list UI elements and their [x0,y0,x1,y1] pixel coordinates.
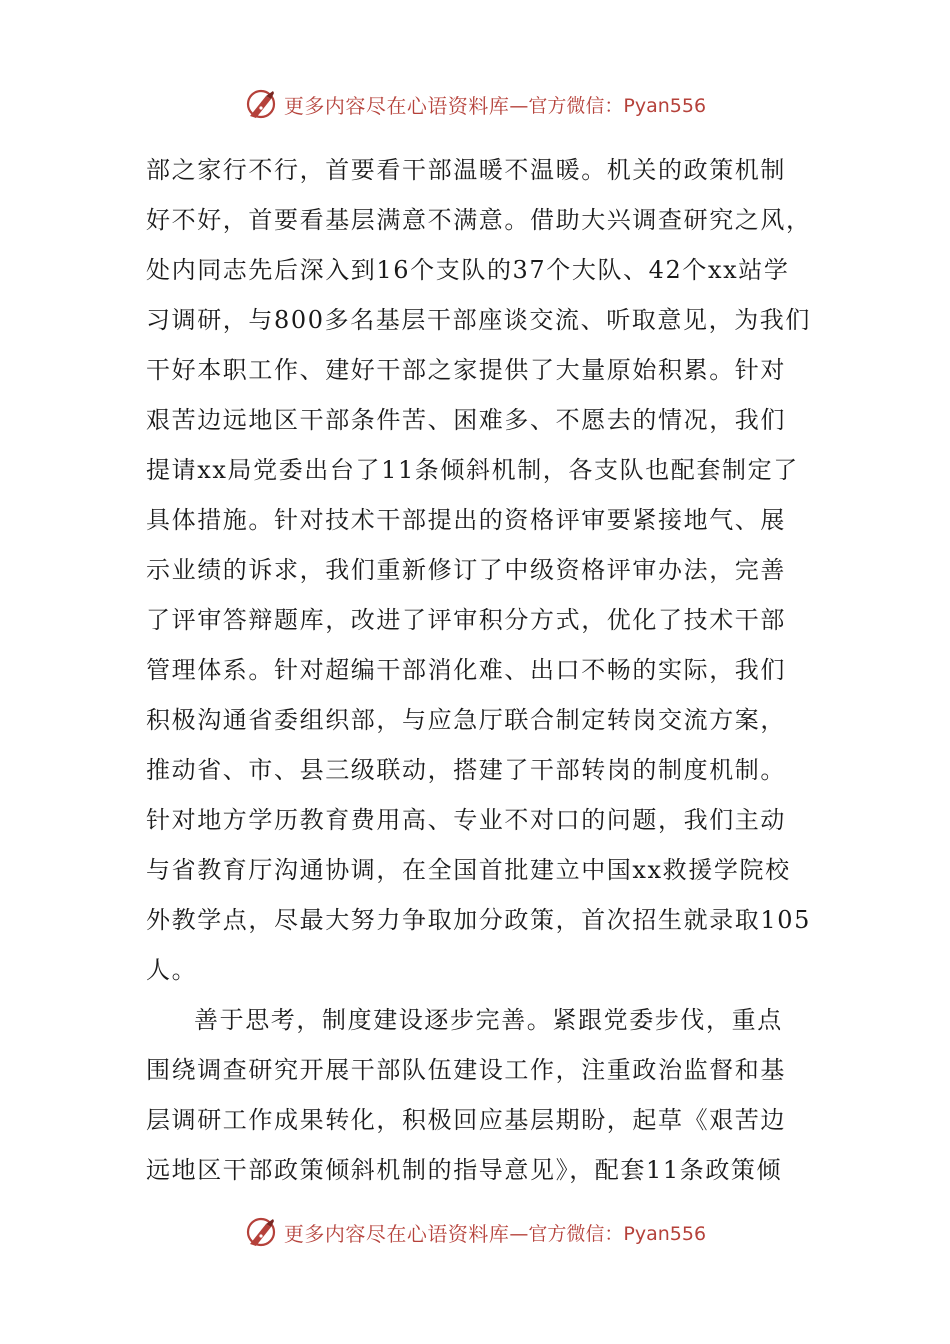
body-line: 针对地方学历教育费用高、专业不对口的问题，我们主动 [146,806,786,834]
body-line: 艰苦边远地区干部条件苦、困难多、不愿去的情况，我们 [146,406,786,434]
body-line: 推动省、市、县三级联动，搭建了干部转岗的制度机制。 [146,756,786,784]
footer-contact-text: —官方微信：Pyan556 [509,1222,707,1245]
paragraph-start-line: 善于思考，制度建设逐步完善。紧跟党委步伐，重点 [194,1006,783,1034]
header-banner [0,84,950,124]
body-line: 人。 [146,956,198,984]
body-line: 示业绩的诉求，我们重新修订了中级资格评审办法，完善 [146,556,786,584]
header-contact-text: —官方微信：Pyan556 [509,94,707,117]
pen-nib-logo-icon [244,1215,278,1249]
body-line: 远地区干部政策倾斜机制的指导意见》，配套11条政策倾 [146,1156,783,1184]
body-line: 外教学点，尽最大努力争取加分政策，首次招生就录取105 [146,906,812,934]
body-line: 提请xx局党委出台了11条倾斜机制，各支队也配套制定了 [146,456,799,484]
body-line: 具体措施。针对技术干部提出的资格评审要紧接地气、展 [146,506,786,534]
footer-brand-text: 更多内容尽在心语资料库 [283,1221,510,1246]
body-line: 处内同志先后深入到16个支队的37个大队、42个xx站学 [146,256,790,284]
document-body [146,145,812,1195]
footer-banner [0,1212,950,1252]
pen-nib-logo-icon [244,87,278,121]
body-line: 好不好，首要看基层满意不满意。借助大兴调查研究之风， [146,206,812,234]
body-line: 围绕调查研究开展干部队伍建设工作，注重政治监督和基 [146,1056,786,1084]
body-line: 部之家行不行，首要看干部温暖不温暖。机关的政策机制 [146,156,786,184]
header-brand-text: 更多内容尽在心语资料库 [283,93,510,118]
body-line: 干好本职工作、建好干部之家提供了大量原始积累。针对 [146,356,786,384]
body-line: 与省教育厅沟通协调，在全国首批建立中国xx救援学院校 [146,856,791,884]
body-line: 层调研工作成果转化，积极回应基层期盼，起草《艰苦边 [146,1106,786,1134]
body-line: 了评审答辩题库，改进了评审积分方式，优化了技术干部 [146,606,786,634]
body-line: 习调研，与800多名基层干部座谈交流、听取意见，为我们 [146,306,812,334]
body-line: 积极沟通省委组织部，与应急厅联合制定转岗交流方案， [146,706,786,734]
body-line: 管理体系。针对超编干部消化难、出口不畅的实际，我们 [146,656,786,684]
